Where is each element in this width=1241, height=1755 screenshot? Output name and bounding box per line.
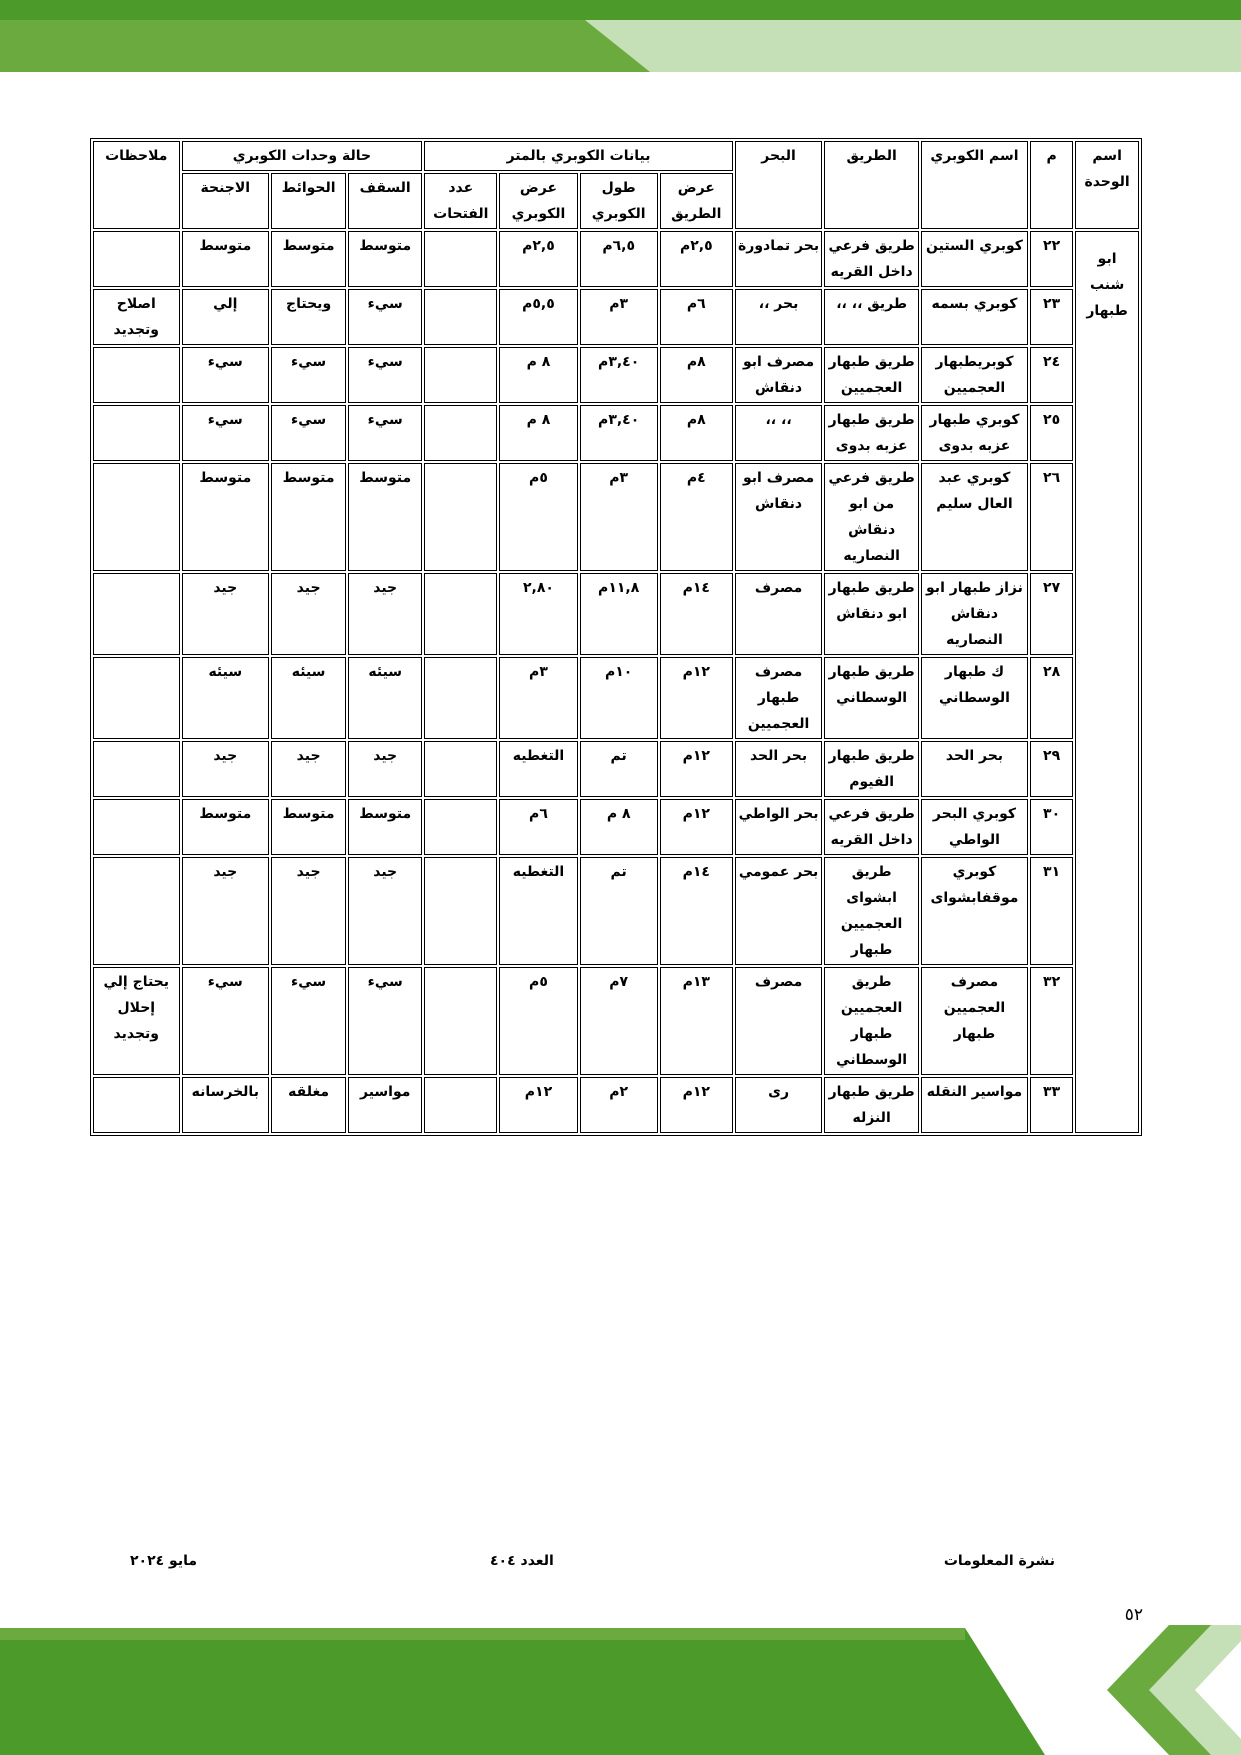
cell-bridge-length: تم: [580, 857, 658, 965]
header-bridge-width: عرض الكوبري: [499, 173, 577, 229]
cell-canal: مصرف: [735, 573, 822, 655]
cell-bridge-width: ٥م: [499, 967, 577, 1075]
unit-name-cell: [1075, 231, 1139, 1133]
cell-roof: مواسير: [348, 1077, 422, 1133]
cell-openings: [424, 405, 497, 461]
cell-road: طريق طبهار العجميين: [824, 347, 919, 403]
cell-notes: [93, 463, 180, 571]
cell-openings: [424, 657, 497, 739]
header-bridge-condition: حالة وحدات الكوبري: [182, 141, 423, 171]
cell-canal: بحر الحد: [735, 741, 822, 797]
cell-roof: جيد: [348, 857, 422, 965]
cell-bridge-length: ٧م: [580, 967, 658, 1075]
cell-openings: [424, 741, 497, 797]
cell-road: طريق ابشواى العجميين طبهار: [824, 857, 919, 965]
table-row: [93, 857, 1139, 965]
cell-number: ٢٩: [1030, 741, 1073, 797]
cell-bridge-width: ٦م: [499, 799, 577, 855]
cell-bridge-width: ٢,٨٠: [499, 573, 577, 655]
cell-bridge-width: ٢,٥م: [499, 231, 577, 287]
cell-road-width: ٨م: [660, 405, 733, 461]
cell-wings: سيء: [182, 347, 269, 403]
table-row: [93, 405, 1139, 461]
cell-road-width: ١٤م: [660, 573, 733, 655]
cell-openings: [424, 231, 497, 287]
cell-openings: [424, 1077, 497, 1133]
cell-openings: [424, 289, 497, 345]
cell-walls: متوسط: [271, 231, 346, 287]
bridges-table: [90, 138, 1142, 1136]
header-row-top: [93, 141, 1139, 171]
cell-road: طريق طبهار عزبه بدوى: [824, 405, 919, 461]
cell-notes: [93, 573, 180, 655]
cell-canal: بحر الواطي: [735, 799, 822, 855]
cell-walls: متوسط: [271, 799, 346, 855]
table-row: [93, 799, 1139, 855]
cell-road: طريق طبهار ابو دنقاش: [824, 573, 919, 655]
table-body: [93, 231, 1139, 1133]
cell-wings: جيد: [182, 573, 269, 655]
header-openings: عدد الفتحات: [424, 173, 497, 229]
cell-road-width: ١٢م: [660, 1077, 733, 1133]
cell-walls: جيد: [271, 573, 346, 655]
cell-road: طريق فرعي داخل القريه: [824, 799, 919, 855]
cell-roof: سيئه: [348, 657, 422, 739]
cell-bridge-length: تم: [580, 741, 658, 797]
cell-walls: سيء: [271, 405, 346, 461]
cell-bridge-length: ٨ م: [580, 799, 658, 855]
cell-bridge-length: ١٠م: [580, 657, 658, 739]
cell-road: طريق العجميين طبهار الوسطاني: [824, 967, 919, 1075]
cell-notes: يحتاج إلي إحلال وتجديد: [93, 967, 180, 1075]
cell-number: ٢٦: [1030, 463, 1073, 571]
cell-walls: سيء: [271, 967, 346, 1075]
cell-openings: [424, 967, 497, 1075]
cell-notes: [93, 857, 180, 965]
cell-notes: اصلاح وتجديد: [93, 289, 180, 345]
cell-number: ٢٢: [1030, 231, 1073, 287]
cell-walls: مغلقه: [271, 1077, 346, 1133]
cell-openings: [424, 573, 497, 655]
cell-bridge-name: كوبري عبد العال سليم: [921, 463, 1028, 571]
cell-number: ٣١: [1030, 857, 1073, 965]
cell-bridge-width: التغطيه: [499, 741, 577, 797]
cell-roof: سيء: [348, 347, 422, 403]
table-row: [93, 967, 1139, 1075]
cell-wings: بالخرسانه: [182, 1077, 269, 1133]
cell-wings: متوسط: [182, 463, 269, 571]
cell-canal: بحر عمومي: [735, 857, 822, 965]
cell-wings: متوسط: [182, 231, 269, 287]
cell-bridge-width: ٨ م: [499, 347, 577, 403]
unit-name-line: طبهار: [1086, 303, 1128, 319]
cell-road-width: ١٤م: [660, 857, 733, 965]
cell-road-width: ٤م: [660, 463, 733, 571]
footer-date: مايو ٢٠٢٤: [130, 1553, 198, 1569]
cell-notes: [93, 405, 180, 461]
header-notes: ملاحظات: [93, 141, 180, 229]
bridges-table-container: [90, 138, 1142, 1136]
cell-bridge-length: ٦,٥م: [580, 231, 658, 287]
header-bridge-length: طول الكوبري: [580, 173, 658, 229]
cell-roof: متوسط: [348, 799, 422, 855]
cell-canal: مصرف ابو دنقاش: [735, 347, 822, 403]
cell-walls: ويحتاج: [271, 289, 346, 345]
cell-bridge-width: ٥,٥م: [499, 289, 577, 345]
header-canal: البحر: [735, 141, 822, 229]
cell-road: طريق طبهار النزله: [824, 1077, 919, 1133]
cell-road-width: ٢,٥م: [660, 231, 733, 287]
cell-bridge-name: مصرف العجميين طبهار: [921, 967, 1028, 1075]
cell-road: طريق فرعي من ابو دنقاش النصاريه: [824, 463, 919, 571]
cell-roof: سيء: [348, 967, 422, 1075]
header-bridge-data: بيانات الكوبري بالمتر: [424, 141, 733, 171]
cell-notes: [93, 799, 180, 855]
cell-bridge-length: ٣م: [580, 463, 658, 571]
table-row: [93, 463, 1139, 571]
cell-canal: مصرف: [735, 967, 822, 1075]
cell-openings: [424, 857, 497, 965]
cell-canal: رى: [735, 1077, 822, 1133]
cell-road-width: ١٢م: [660, 799, 733, 855]
cell-walls: سيئه: [271, 657, 346, 739]
table-row: [93, 289, 1139, 345]
cell-bridge-name: كوبري بسمه: [921, 289, 1028, 345]
cell-bridge-name: كوبري البحر الواطي: [921, 799, 1028, 855]
cell-bridge-width: ٥م: [499, 463, 577, 571]
header-bridge-name: اسم الكوبري: [921, 141, 1028, 229]
cell-road: طريق ،، ،،: [824, 289, 919, 345]
cell-roof: جيد: [348, 573, 422, 655]
table-row: [93, 657, 1139, 739]
cell-wings: جيد: [182, 741, 269, 797]
cell-bridge-name: كوبري موقفابشواى: [921, 857, 1028, 965]
cell-walls: جيد: [271, 857, 346, 965]
cell-bridge-name: نزاز طبهار ابو دنقاش النصاريه: [921, 573, 1028, 655]
cell-notes: [93, 231, 180, 287]
cell-road: طريق طبهار الوسطاني: [824, 657, 919, 739]
cell-road-width: ٨م: [660, 347, 733, 403]
cell-walls: جيد: [271, 741, 346, 797]
cell-number: ٢٤: [1030, 347, 1073, 403]
table-row: [93, 741, 1139, 797]
cell-bridge-length: ٣م: [580, 289, 658, 345]
cell-openings: [424, 799, 497, 855]
header-walls: الحوائط: [271, 173, 346, 229]
cell-openings: [424, 463, 497, 571]
cell-notes: [93, 1077, 180, 1133]
cell-notes: [93, 657, 180, 739]
page-footer: [0, 1553, 1241, 1577]
cell-roof: سيء: [348, 405, 422, 461]
cell-roof: متوسط: [348, 231, 422, 287]
cell-bridge-length: ٣,٤٠م: [580, 405, 658, 461]
cell-wings: سيء: [182, 967, 269, 1075]
cell-bridge-name: بحر الحد: [921, 741, 1028, 797]
cell-wings: سيئه: [182, 657, 269, 739]
cell-openings: [424, 347, 497, 403]
cell-number: ٣٣: [1030, 1077, 1073, 1133]
cell-bridge-name: ك طبهار الوسطاني: [921, 657, 1028, 739]
cell-number: ٢٧: [1030, 573, 1073, 655]
cell-notes: [93, 741, 180, 797]
header-roof: السقف: [348, 173, 422, 229]
footer-publication: نشرة المعلومات: [943, 1553, 1055, 1569]
cell-roof: سيء: [348, 289, 422, 345]
unit-name-line: ابو: [1097, 251, 1117, 267]
cell-number: ٢٨: [1030, 657, 1073, 739]
cell-bridge-name: مواسير النقله: [921, 1077, 1028, 1133]
cell-bridge-length: ١١,٨م: [580, 573, 658, 655]
cell-bridge-length: ٣,٤٠م: [580, 347, 658, 403]
header-decor-bar: [0, 0, 1241, 72]
cell-road-width: ١٣م: [660, 967, 733, 1075]
cell-canal: مصرف طبهار العجميين: [735, 657, 822, 739]
cell-bridge-width: ١٢م: [499, 1077, 577, 1133]
cell-bridge-name: كوبريطبهار العجميين: [921, 347, 1028, 403]
footer-issue: العدد ٤٠٤: [490, 1553, 554, 1569]
cell-number: ٢٥: [1030, 405, 1073, 461]
cell-road-width: ١٢م: [660, 741, 733, 797]
cell-bridge-name: كوبري الستين: [921, 231, 1028, 287]
cell-wings: إلي: [182, 289, 269, 345]
unit-name-line: شنب: [1089, 277, 1125, 293]
cell-canal: بحر تمادورة: [735, 231, 822, 287]
header-road: الطريق: [824, 141, 919, 229]
table-row: [93, 573, 1139, 655]
cell-road: طريق طبهار الفيوم: [824, 741, 919, 797]
cell-canal: ،، ،،: [735, 405, 822, 461]
header-unit: اسم الوحدة: [1075, 141, 1139, 229]
cell-bridge-name: كوبري طبهار عزبه بدوى: [921, 405, 1028, 461]
cell-bridge-width: ٣م: [499, 657, 577, 739]
table-row: [93, 1077, 1139, 1133]
cell-bridge-width: ٨ م: [499, 405, 577, 461]
page-number: ٥٢: [1124, 1605, 1143, 1625]
cell-number: ٣٠: [1030, 799, 1073, 855]
cell-road-width: ٦م: [660, 289, 733, 345]
cell-number: ٣٢: [1030, 967, 1073, 1075]
cell-canal: بحر ،،: [735, 289, 822, 345]
header-number: م: [1030, 141, 1073, 229]
cell-wings: متوسط: [182, 799, 269, 855]
cell-walls: متوسط: [271, 463, 346, 571]
cell-notes: [93, 347, 180, 403]
cell-road-width: ١٢م: [660, 657, 733, 739]
cell-number: ٢٣: [1030, 289, 1073, 345]
cell-bridge-length: ٢م: [580, 1077, 658, 1133]
footer-decor-bar: [0, 1628, 1241, 1755]
cell-wings: جيد: [182, 857, 269, 965]
cell-road: طريق فرعي داخل القريه: [824, 231, 919, 287]
cell-bridge-width: التغطيه: [499, 857, 577, 965]
header-wings: الاجنحة: [182, 173, 269, 229]
table-row: [93, 347, 1139, 403]
cell-roof: متوسط: [348, 463, 422, 571]
header-road-width: عرض الطريق: [660, 173, 733, 229]
chevron-decor-icon: [1085, 1615, 1241, 1755]
cell-roof: جيد: [348, 741, 422, 797]
cell-canal: مصرف ابو دنقاش: [735, 463, 822, 571]
cell-wings: سيء: [182, 405, 269, 461]
cell-walls: سيء: [271, 347, 346, 403]
table-row: [93, 231, 1139, 287]
